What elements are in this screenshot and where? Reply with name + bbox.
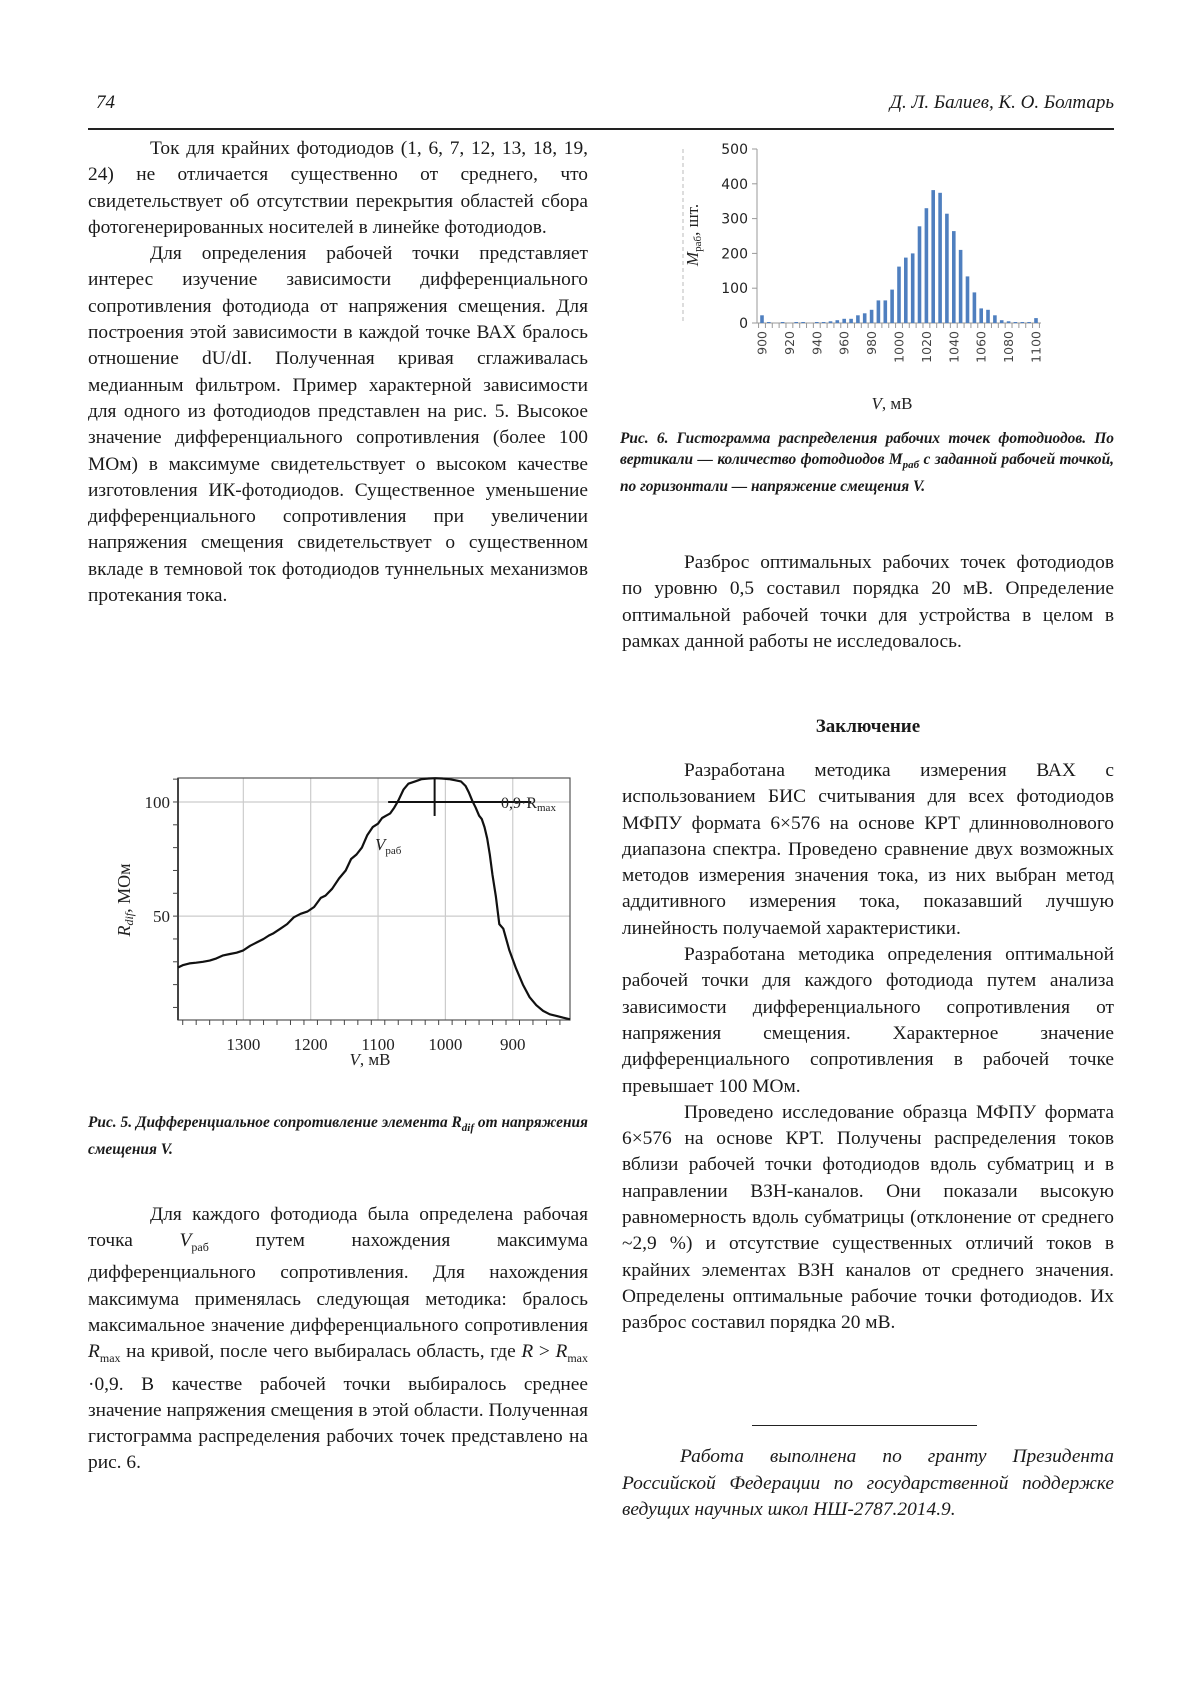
fig5-working-point-label: $V_{раб}$ (375, 835, 402, 857)
paragraph: Ток для крайних фотодиодов (1, 6, 7, 12, 13, 18, 19, 24) не отличается существенно от среднего, что свидетельствует об отсутствии перекрытия областей сбора фотогенерированных носителей в линейке фотодиодов. (88, 138, 588, 238)
fig6-bar (842, 319, 846, 323)
fig6-bar (856, 315, 860, 323)
fig6-x-tick-label: 1080 (1001, 331, 1017, 363)
fig6-bar (918, 226, 922, 323)
fig6-bar (1007, 321, 1011, 323)
fig6-bar (925, 208, 929, 323)
fig5-axes (178, 778, 570, 1020)
fig6-x-tick-label: 1020 (918, 331, 934, 363)
fig5-caption: Рис. 5. Дифференциальное сопротивление элемента $R_{dif}$ от напряжения смещения V. (88, 1114, 588, 1159)
fig5-x-tick-label: 1200 (293, 1035, 328, 1054)
fig6-y-tick-label: 0 (739, 316, 748, 332)
fig6-axes (752, 149, 1041, 328)
fig5-x-axis-title: V, мВ (349, 1050, 391, 1069)
fig5-threshold-label: 0,9·Rmax (501, 795, 556, 814)
fig6-x-tick-label: 940 (809, 331, 825, 355)
fig6-x-tick-labels (755, 331, 1044, 363)
fig6-bar (829, 321, 833, 323)
fig6-bar (993, 315, 997, 323)
fig6-bar (870, 310, 874, 323)
paragraph: Для определения рабочей точки представляет интерес изучение зависимости дифференциального сопротивления фотодиода от напряжения смещения. Для построения этой зависимости в каждой точке ВАХ бралось отношение dU/dI. Полученная кривая сглаживалась медианным фильтром. Пример характерной зависимости для одного из фотодиодов представлен на рис. 5. Высокое значение дифференциального сопротивления (более 100 МОм) в максимуме свидетельствует о высоком качестве изготовления ИК-фотодиодов. Существенное уменьшение дифференциального сопротивления при увеличении напряжения смещения свидетельствует о существенном вкладе в темновой ток фотодиодов туннельных механизмов протекания тока. (88, 243, 588, 607)
fig6-x-tick-label: 1000 (891, 331, 907, 363)
fig6-x-tick-label: 920 (781, 331, 797, 355)
fig6-bar (849, 319, 853, 323)
paragraph: Проведено исследование образца МФПУ формата 6×576 на основе КРТ. Получены распределения токов вблизи рабочей точки фотодиодов вдоль субматриц и в направлении ВЗН-каналов. Они показали высокую равномерность вдоль субматрицы (отклонение от среднего ~2,9 %) и отсутствие существенных отличий токов в крайних элементах ВЗН каналов от среднего значения. Определены оптимальные рабочие точки фотодиодов. Их разброс составил порядка 20 мВ. (622, 1101, 1114, 1334)
fig6-x-tick-label: 1060 (973, 331, 989, 363)
fig6-bar (863, 313, 867, 323)
fig6-y-tick-labels (721, 142, 748, 332)
fig6-y-tick-label: 100 (721, 281, 748, 298)
fig6-bar (897, 267, 901, 323)
footnote-divider (752, 1425, 977, 1426)
fig6-bar (979, 308, 983, 323)
fig6-y-tick-label: 300 (721, 211, 748, 228)
acknowledgement: Работа выполнена по гранту Президента Российской Федерации по государственной поддержке ведущих научных школ НШ-2787.2014.9. (622, 1446, 1114, 1520)
fig6-bar (973, 292, 977, 323)
fig5-x-tick-label: 1000 (428, 1035, 463, 1054)
fig6-bar-chart (660, 135, 1070, 420)
paragraph: Разработана методика определения оптимальной рабочей точки для каждого фотодиода путем анализа зависимости дифференциального сопротивления от напряжения смещения. Характерное значение дифференциального сопротивления в рабочей точке превышает 100 МОм. (622, 944, 1114, 1097)
fig6-bar (884, 300, 888, 323)
fig6-bar (1034, 318, 1038, 323)
fig5-grid (178, 778, 570, 1020)
fig6-bar (986, 310, 990, 323)
fig6-y-axis-title: Mраб, шт. (683, 203, 704, 267)
left-column-top-text (88, 136, 588, 609)
left-column-bottom-text (88, 1202, 588, 1477)
fig6-bar (1021, 322, 1025, 323)
fig6-bar (760, 315, 764, 323)
paragraph: Разработана методика измерения ВАХ с использованием БИС считывания для всех фотодиодов МФПУ формата 6×576 на основе КРТ длинноволнового диапазона спектра. Проведено сравнение двух возможных методов измерения значения тока, из них выбран метод аддитивного измерения тока, показавший лучшую линейность получаемой характеристики. (622, 760, 1114, 939)
fig6-bar (815, 322, 819, 323)
fig6-x-tick-label: 960 (836, 331, 852, 355)
fig6-bar (890, 290, 894, 323)
fig6-x-axis-title: V, мВ (871, 394, 913, 413)
fig6-bar (836, 320, 840, 323)
fig5-x-tick-label: 1100 (361, 1035, 395, 1054)
fig6-bar (1014, 322, 1018, 323)
fig6-bar (931, 190, 935, 323)
inline-formula: $R > R_{max} \cdot 0,9$ (88, 1341, 588, 1395)
paragraph: Разброс оптимальных рабочих точек фотодиодов по уровню 0,5 составил порядка 20 мВ. Определение оптимальной рабочей точки для устройства в целом в рамках данной работы не исследовалось. (622, 552, 1114, 652)
section-title-conclusion: Заключение (815, 716, 921, 737)
paragraph: Для каждого фотодиода была определена рабочая точка $V_{раб}$ путем нахождения максимума дифференциального сопротивления. Для нахождения максимума применялась следующая методика: бралось максимальное значение дифференциального сопротивления $R_{max}$ на кривой, после чего выбиралась область, где $R > R_{max} \cdot 0,9$. В качестве рабочей точки выбиралось среднее значение напряжения смещения в этой области. Полученная гистограмма распределения рабочих точек представлено на рис. 6. (88, 1204, 588, 1474)
fig6-x-tick-label: 1040 (946, 331, 962, 363)
fig6-bar (911, 253, 915, 323)
running-header-authors: Д. Л. Балиев, К. О. Болтарь (889, 92, 1114, 113)
fig6-x-tick-label: 900 (754, 331, 770, 355)
fig5-y-tick-label: 100 (144, 792, 170, 812)
fig6-bar (801, 322, 805, 323)
conclusion-text (622, 758, 1114, 1337)
fig6-bars (760, 190, 1038, 323)
fig6-bar (794, 322, 798, 323)
fig5-y-tick-labels (145, 793, 171, 926)
fig5-x-tick-label: 1300 (226, 1035, 261, 1054)
fig6-bar (938, 193, 942, 323)
fig6-bar (822, 322, 826, 323)
fig6-bar (966, 276, 970, 323)
fig5-data-line (178, 778, 570, 1019)
fig6-bar (1027, 322, 1031, 323)
fig5-y-axis-title: Rdif, МОм (114, 863, 136, 937)
fig6-bar (767, 322, 771, 323)
fig6-bar (877, 300, 881, 323)
page-number: 74 (96, 92, 115, 113)
fig6-bar (904, 258, 908, 323)
right-column-text (622, 550, 1114, 655)
fig5-line-chart (100, 760, 600, 1090)
fig6-x-tick-label: 1100 (1028, 331, 1044, 363)
fig6-bar (959, 250, 963, 323)
fig5-plot-frame (178, 778, 570, 1020)
fig6-bar (952, 231, 956, 323)
fig6-y-tick-label: 400 (721, 176, 748, 193)
running-header (88, 92, 1114, 130)
fig5-y-tick-label: 50 (153, 907, 170, 927)
fig6-y-tick-label: 200 (721, 246, 748, 263)
fig5-ticks (173, 779, 560, 1025)
fig6-bar (1000, 320, 1004, 323)
fig6-bar (781, 322, 785, 323)
fig6-bar (945, 214, 949, 323)
fig6-caption: Рис. 6. Гистограмма распределения рабочих точек фотодиодов. По вертикали — количество фотодиодов $M_{раб}$ с заданной рабочей точкой, по горизонтали — напряжение смещения V. (620, 430, 1114, 496)
fig6-x-tick-label: 980 (864, 331, 880, 355)
fig5-x-tick-label: 900 (499, 1035, 526, 1054)
fig6-y-tick-label: 500 (721, 142, 748, 158)
